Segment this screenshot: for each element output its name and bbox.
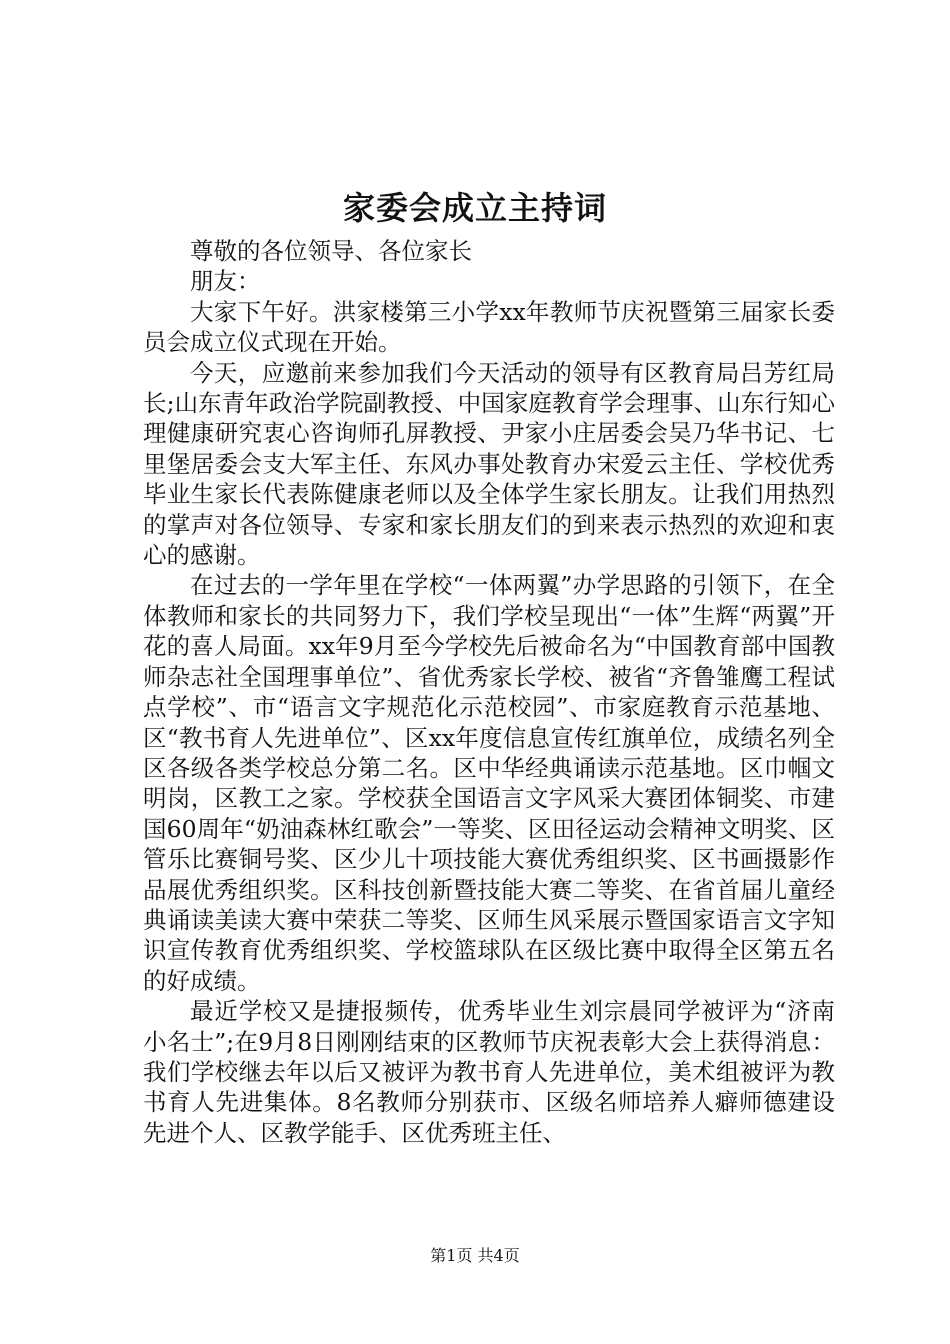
paragraph-achievements: 在过去的一学年里在学校“一体两翼”办学思路的引领下，在全体教师和家长的共同努力下，我们学校呈现出“一体”生辉“两翼”开花的喜人局面。xx年9月至今学校先后被命名为“中国教育部中国教师杂志社全国理事单位”、省优秀家长学校、被省“齐鲁雏鹰工程试点学校”、市“语言文字规范化示范校园”、市家庭教育示范基地、区“教书育人先进单位”、区xx年度信息宣传红旗单位，成绩名列全区各级各类学校总分第二名。区中华经典诵读示范基地。区巾帼文明岗，区教工之家。学校获全国语言文字风采大赛团体铜奖、市建国60周年“奶油森林红歌会”一等奖、区田径运动会精神文明奖、区管乐比赛铜号奖、区少儿十项技能大赛优秀组织奖、区书画摄影作品展优秀组织奖。区科技创新暨技能大赛二等奖、在省首届儿童经典诵读美读大赛中荣获二等奖、区师生风采展示暨国家语言文字知识宣传教育优秀组织奖、学校篮球队在区级比赛中取得全区第五名的好成绩。 [143, 571, 835, 995]
document-title: 家委会成立主持词 [342, 189, 607, 227]
paragraph-guests: 今天，应邀前来参加我们今天活动的领导有区教育局吕芳红局长;山东青年政治学院副教授、中国家庭教育学会理事、山东行知心理健康研究衷心咨询师孔屏教授、尹家小庄居委会吴乃华书记、七里堡居委会支大军主任、东风办事处教育办宋爱云主任、学校优秀毕业生家长代表陈健康老师以及全体学生家长朋友。让我们用热烈的掌声对各位领导、专家和家长朋友们的到来表示热烈的欢迎和衷心的感谢。 [143, 358, 835, 570]
paragraph-salutation-cont: 朋友： [190, 267, 261, 296]
paragraph-opening: 大家下午好。洪家楼第三小学xx年教师节庆祝暨第三届家长委员会成立仪式现在开始。 [143, 297, 835, 357]
document-body [143, 236, 835, 1148]
paragraph-recent-news: 最近学校又是捷报频传，优秀毕业生刘宗晨同学被评为“济南小名士”;在9月8日刚刚结束的区教师节庆祝表彰大会上获得消息：我们学校继去年以后又被评为教书育人先进单位，美术组被评为教书育人先进集体。8名教师分别获市、区级名师培养人癖师德建设先进个人、区教学能手、区优秀班主任、 [143, 997, 835, 1147]
paragraph-salutation: 尊敬的各位领导、各位家长 [190, 237, 472, 265]
page-number-footer: 第1页 共4页 [430, 1246, 520, 1265]
